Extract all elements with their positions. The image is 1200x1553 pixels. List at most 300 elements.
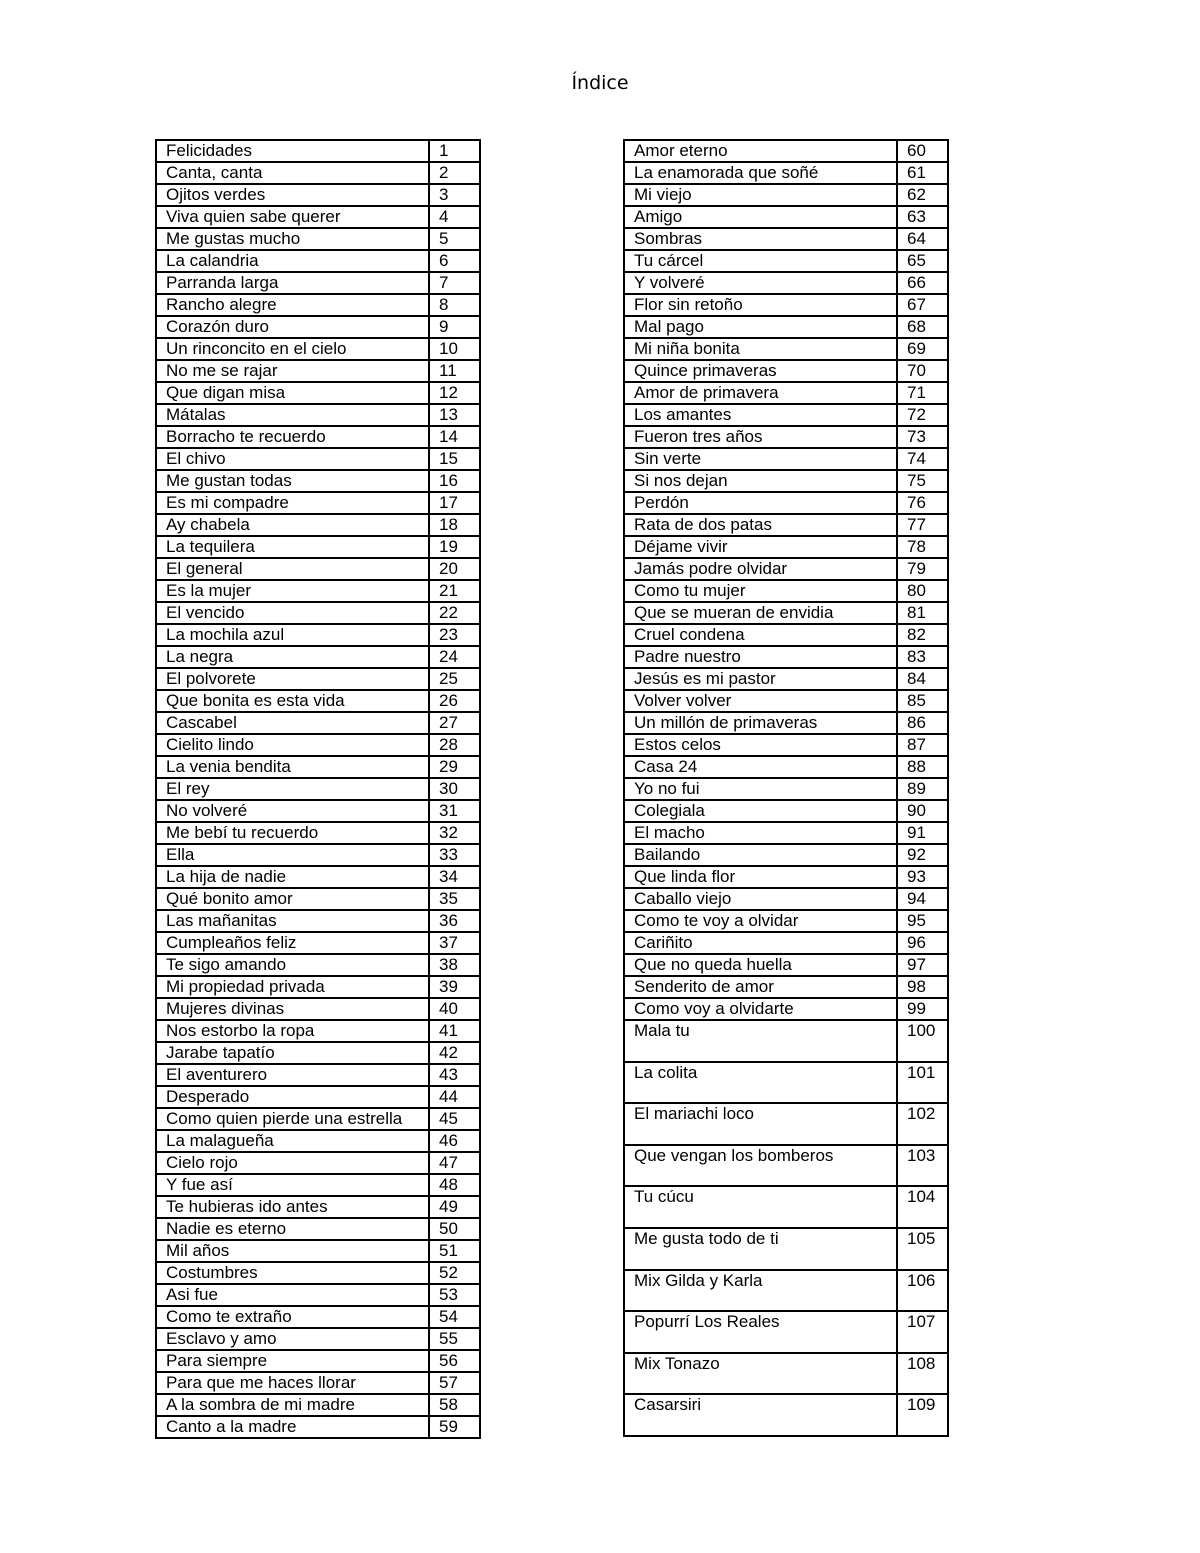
table-row — [156, 1020, 480, 1042]
table-row — [156, 250, 480, 272]
song-title: Asi fue — [156, 1284, 429, 1306]
page-number: 36 — [429, 910, 480, 932]
page-number: 35 — [429, 888, 480, 910]
song-title: Mix Tonazo — [624, 1353, 897, 1395]
song-title: Me gustas mucho — [156, 228, 429, 250]
table-row — [624, 998, 948, 1020]
song-title: Que bonita es esta vida — [156, 690, 429, 712]
table-row — [156, 1350, 480, 1372]
page-number: 34 — [429, 866, 480, 888]
index-table-left — [155, 139, 481, 1439]
song-title: Caballo viejo — [624, 888, 897, 910]
song-title: Esclavo y amo — [156, 1328, 429, 1350]
table-row — [156, 844, 480, 866]
page-number: 18 — [429, 514, 480, 536]
table-row — [624, 206, 948, 228]
page-title: Índice — [571, 72, 629, 94]
table-row — [624, 1062, 948, 1104]
page-number: 75 — [897, 470, 948, 492]
page-number: 103 — [897, 1145, 948, 1187]
table-row — [156, 426, 480, 448]
song-title: Mátalas — [156, 404, 429, 426]
page-number: 101 — [897, 1062, 948, 1104]
song-title: Como quien pierde una estrella — [156, 1108, 429, 1130]
song-title: Un rinconcito en el cielo — [156, 338, 429, 360]
table-row — [624, 1103, 948, 1145]
table-row — [624, 734, 948, 756]
page-number: 21 — [429, 580, 480, 602]
song-title: Nos estorbo la ropa — [156, 1020, 429, 1042]
table-row — [156, 514, 480, 536]
song-title: Costumbres — [156, 1262, 429, 1284]
page-number: 81 — [897, 602, 948, 624]
table-row — [156, 932, 480, 954]
table-row — [624, 1394, 948, 1436]
page-number: 17 — [429, 492, 480, 514]
page-number: 27 — [429, 712, 480, 734]
page-number: 109 — [897, 1394, 948, 1436]
page-number: 31 — [429, 800, 480, 822]
song-title: Rancho alegre — [156, 294, 429, 316]
table-row — [624, 1186, 948, 1228]
page-number: 99 — [897, 998, 948, 1020]
song-title: Ay chabela — [156, 514, 429, 536]
song-title: Cascabel — [156, 712, 429, 734]
index-table-right — [623, 139, 949, 1437]
song-title: Jarabe tapatío — [156, 1042, 429, 1064]
song-title: Padre nuestro — [624, 646, 897, 668]
table-row — [624, 866, 948, 888]
page-number: 77 — [897, 514, 948, 536]
table-row — [624, 338, 948, 360]
song-title: Que no queda huella — [624, 954, 897, 976]
page-number: 74 — [897, 448, 948, 470]
page-number: 76 — [897, 492, 948, 514]
song-title: Colegiala — [624, 800, 897, 822]
table-row — [624, 1145, 948, 1187]
song-title: Cariñito — [624, 932, 897, 954]
table-row — [624, 250, 948, 272]
song-title: Parranda larga — [156, 272, 429, 294]
page-number: 80 — [897, 580, 948, 602]
song-title: La negra — [156, 646, 429, 668]
page-number: 106 — [897, 1270, 948, 1312]
page-number: 56 — [429, 1350, 480, 1372]
page-number: 13 — [429, 404, 480, 426]
table-row — [624, 668, 948, 690]
page-number: 98 — [897, 976, 948, 998]
song-title: Mil años — [156, 1240, 429, 1262]
song-title: No me se rajar — [156, 360, 429, 382]
page-number: 69 — [897, 338, 948, 360]
table-row — [156, 1306, 480, 1328]
page-number: 49 — [429, 1196, 480, 1218]
page-number: 108 — [897, 1353, 948, 1395]
table-row — [156, 1394, 480, 1416]
page-number: 50 — [429, 1218, 480, 1240]
page-number: 48 — [429, 1174, 480, 1196]
table-row — [156, 646, 480, 668]
song-title: Me bebí tu recuerdo — [156, 822, 429, 844]
table-row — [156, 888, 480, 910]
table-row — [624, 822, 948, 844]
song-title: Que digan misa — [156, 382, 429, 404]
table-row — [156, 294, 480, 316]
table-row — [156, 998, 480, 1020]
page-number: 107 — [897, 1311, 948, 1353]
page-number: 26 — [429, 690, 480, 712]
page-number: 58 — [429, 1394, 480, 1416]
table-row — [624, 910, 948, 932]
table-row — [624, 140, 948, 162]
song-title: Qué bonito amor — [156, 888, 429, 910]
table-row — [156, 690, 480, 712]
page-number: 54 — [429, 1306, 480, 1328]
table-row — [624, 272, 948, 294]
table-row — [156, 1064, 480, 1086]
table-row — [624, 1311, 948, 1353]
table-row — [156, 404, 480, 426]
table-row — [156, 800, 480, 822]
table-row — [156, 360, 480, 382]
song-title: El mariachi loco — [624, 1103, 897, 1145]
song-title: Y fue así — [156, 1174, 429, 1196]
song-title: Rata de dos patas — [624, 514, 897, 536]
page-number: 96 — [897, 932, 948, 954]
table-row — [624, 1020, 948, 1062]
page-number: 46 — [429, 1130, 480, 1152]
table-row — [156, 1174, 480, 1196]
song-title: Un millón de primaveras — [624, 712, 897, 734]
page-number: 11 — [429, 360, 480, 382]
song-title: Es la mujer — [156, 580, 429, 602]
page-number: 45 — [429, 1108, 480, 1130]
page-number: 42 — [429, 1042, 480, 1064]
table-row — [156, 470, 480, 492]
table-row — [624, 162, 948, 184]
page-number: 1 — [429, 140, 480, 162]
song-title: Cielito lindo — [156, 734, 429, 756]
table-row — [624, 1228, 948, 1270]
table-row — [156, 1042, 480, 1064]
page-number: 4 — [429, 206, 480, 228]
table-row — [624, 558, 948, 580]
table-row — [624, 800, 948, 822]
song-title: Ojitos verdes — [156, 184, 429, 206]
page-number: 2 — [429, 162, 480, 184]
song-title: Bailando — [624, 844, 897, 866]
page-number: 65 — [897, 250, 948, 272]
page-number: 61 — [897, 162, 948, 184]
table-row — [156, 558, 480, 580]
table-row — [156, 206, 480, 228]
page-number: 94 — [897, 888, 948, 910]
song-title: Ella — [156, 844, 429, 866]
table-row — [624, 580, 948, 602]
table-row — [624, 492, 948, 514]
table-row — [624, 470, 948, 492]
song-title: Cruel condena — [624, 624, 897, 646]
song-title: No volveré — [156, 800, 429, 822]
song-title: Mal pago — [624, 316, 897, 338]
song-title: La tequilera — [156, 536, 429, 558]
page-number: 79 — [897, 558, 948, 580]
table-row — [156, 1108, 480, 1130]
page-number: 41 — [429, 1020, 480, 1042]
song-title: Para que me haces llorar — [156, 1372, 429, 1394]
table-row — [624, 778, 948, 800]
table-row — [156, 272, 480, 294]
table-row — [156, 756, 480, 778]
table-row — [624, 316, 948, 338]
page-number: 90 — [897, 800, 948, 822]
table-row — [156, 1416, 480, 1438]
song-title: Popurrí Los Reales — [624, 1311, 897, 1353]
song-title: Casa 24 — [624, 756, 897, 778]
song-title: Que linda flor — [624, 866, 897, 888]
page-number: 78 — [897, 536, 948, 558]
table-row — [624, 888, 948, 910]
song-title: Volver volver — [624, 690, 897, 712]
page-number: 20 — [429, 558, 480, 580]
page-number: 52 — [429, 1262, 480, 1284]
song-title: Te sigo amando — [156, 954, 429, 976]
page-number: 14 — [429, 426, 480, 448]
song-title: El general — [156, 558, 429, 580]
page-number: 67 — [897, 294, 948, 316]
song-title: Canta, canta — [156, 162, 429, 184]
song-title: Sombras — [624, 228, 897, 250]
page-number: 19 — [429, 536, 480, 558]
song-title: El aventurero — [156, 1064, 429, 1086]
page-number: 63 — [897, 206, 948, 228]
table-row — [156, 140, 480, 162]
song-title: A la sombra de mi madre — [156, 1394, 429, 1416]
song-title: Mi niña bonita — [624, 338, 897, 360]
page-number: 10 — [429, 338, 480, 360]
table-row — [156, 712, 480, 734]
song-title: Perdón — [624, 492, 897, 514]
table-row — [156, 1262, 480, 1284]
song-title: Si nos dejan — [624, 470, 897, 492]
page-number: 100 — [897, 1020, 948, 1062]
page-number: 53 — [429, 1284, 480, 1306]
song-title: Mi viejo — [624, 184, 897, 206]
song-title: Me gustan todas — [156, 470, 429, 492]
table-row — [624, 448, 948, 470]
table-row — [624, 976, 948, 998]
table-row — [156, 734, 480, 756]
song-title: Déjame vivir — [624, 536, 897, 558]
page-number: 9 — [429, 316, 480, 338]
table-row — [156, 778, 480, 800]
page-number: 70 — [897, 360, 948, 382]
page-number: 95 — [897, 910, 948, 932]
table-row — [156, 338, 480, 360]
page-number: 28 — [429, 734, 480, 756]
table-row — [156, 448, 480, 470]
page-number: 93 — [897, 866, 948, 888]
table-row — [624, 536, 948, 558]
song-title: Tu cúcu — [624, 1186, 897, 1228]
song-title: El chivo — [156, 448, 429, 470]
table-row — [624, 756, 948, 778]
table-row — [624, 690, 948, 712]
table-row — [624, 624, 948, 646]
page-number: 84 — [897, 668, 948, 690]
song-title: Tu cárcel — [624, 250, 897, 272]
page-number: 87 — [897, 734, 948, 756]
song-title: Cielo rojo — [156, 1152, 429, 1174]
table-row — [156, 976, 480, 998]
table-row — [156, 1218, 480, 1240]
song-title: Para siempre — [156, 1350, 429, 1372]
table-row — [156, 822, 480, 844]
table-row — [156, 1152, 480, 1174]
table-row — [624, 646, 948, 668]
song-title: Es mi compadre — [156, 492, 429, 514]
song-title: Amigo — [624, 206, 897, 228]
table-row — [156, 1130, 480, 1152]
page-number: 59 — [429, 1416, 480, 1438]
song-title: Como voy a olvidarte — [624, 998, 897, 1020]
table-row — [624, 1270, 948, 1312]
song-title: Mix Gilda y Karla — [624, 1270, 897, 1312]
song-title: Mala tu — [624, 1020, 897, 1062]
song-title: Estos celos — [624, 734, 897, 756]
song-title: Quince primaveras — [624, 360, 897, 382]
page-number: 105 — [897, 1228, 948, 1270]
page-number: 6 — [429, 250, 480, 272]
song-title: La venia bendita — [156, 756, 429, 778]
table-row — [156, 954, 480, 976]
song-title: Corazón duro — [156, 316, 429, 338]
page-number: 60 — [897, 140, 948, 162]
page-number: 25 — [429, 668, 480, 690]
page-number: 104 — [897, 1186, 948, 1228]
page-number: 32 — [429, 822, 480, 844]
page-number: 3 — [429, 184, 480, 206]
page-number: 30 — [429, 778, 480, 800]
page-number: 83 — [897, 646, 948, 668]
song-title: La enamorada que soñé — [624, 162, 897, 184]
table-row — [156, 492, 480, 514]
page-number: 7 — [429, 272, 480, 294]
song-title: Casarsiri — [624, 1394, 897, 1436]
song-title: Jesús es mi pastor — [624, 668, 897, 690]
table-row — [156, 1372, 480, 1394]
song-title: Senderito de amor — [624, 976, 897, 998]
table-row — [156, 866, 480, 888]
page-number: 8 — [429, 294, 480, 316]
table-row — [624, 954, 948, 976]
song-title: La colita — [624, 1062, 897, 1104]
page-number: 38 — [429, 954, 480, 976]
page-number: 97 — [897, 954, 948, 976]
table-row — [156, 1240, 480, 1262]
song-title: El macho — [624, 822, 897, 844]
song-title: Mi propiedad privada — [156, 976, 429, 998]
song-title: El vencido — [156, 602, 429, 624]
page-number: 73 — [897, 426, 948, 448]
page-number: 37 — [429, 932, 480, 954]
table-row — [624, 844, 948, 866]
song-title: Como te extraño — [156, 1306, 429, 1328]
table-row — [156, 624, 480, 646]
song-title: Y volveré — [624, 272, 897, 294]
page-number: 88 — [897, 756, 948, 778]
table-row — [156, 184, 480, 206]
page-number: 89 — [897, 778, 948, 800]
page-number: 85 — [897, 690, 948, 712]
page-number: 33 — [429, 844, 480, 866]
song-title: Las mañanitas — [156, 910, 429, 932]
page-number: 23 — [429, 624, 480, 646]
song-title: Flor sin retoño — [624, 294, 897, 316]
song-title: Jamás podre olvidar — [624, 558, 897, 580]
page-number: 66 — [897, 272, 948, 294]
song-title: La malagueña — [156, 1130, 429, 1152]
page-number: 64 — [897, 228, 948, 250]
song-title: Nadie es eterno — [156, 1218, 429, 1240]
song-title: Amor de primavera — [624, 382, 897, 404]
table-row — [624, 712, 948, 734]
table-row — [156, 602, 480, 624]
page-number: 40 — [429, 998, 480, 1020]
page-number: 29 — [429, 756, 480, 778]
song-title: Me gusta todo de ti — [624, 1228, 897, 1270]
page-number: 15 — [429, 448, 480, 470]
table-row — [624, 404, 948, 426]
table-row — [156, 580, 480, 602]
song-title: Fueron tres años — [624, 426, 897, 448]
song-title: Como tu mujer — [624, 580, 897, 602]
song-title: Te hubieras ido antes — [156, 1196, 429, 1218]
table-row — [156, 382, 480, 404]
page-number: 72 — [897, 404, 948, 426]
song-title: Canto a la madre — [156, 1416, 429, 1438]
song-title: Como te voy a olvidar — [624, 910, 897, 932]
page-number: 55 — [429, 1328, 480, 1350]
page-number: 92 — [897, 844, 948, 866]
page-number: 24 — [429, 646, 480, 668]
song-title: Borracho te recuerdo — [156, 426, 429, 448]
page-number: 102 — [897, 1103, 948, 1145]
table-row — [156, 316, 480, 338]
song-title: El polvorete — [156, 668, 429, 690]
song-title: Desperado — [156, 1086, 429, 1108]
table-row — [624, 184, 948, 206]
song-title: Los amantes — [624, 404, 897, 426]
page-number: 51 — [429, 1240, 480, 1262]
page-number: 62 — [897, 184, 948, 206]
song-title: Cumpleaños feliz — [156, 932, 429, 954]
page-number: 44 — [429, 1086, 480, 1108]
table-row — [156, 536, 480, 558]
page-number: 86 — [897, 712, 948, 734]
table-row — [156, 668, 480, 690]
song-title: Mujeres divinas — [156, 998, 429, 1020]
song-title: Que vengan los bomberos — [624, 1145, 897, 1187]
table-row — [624, 382, 948, 404]
page-number: 47 — [429, 1152, 480, 1174]
table-row — [156, 1284, 480, 1306]
page-number: 39 — [429, 976, 480, 998]
song-title: Viva quien sabe querer — [156, 206, 429, 228]
page-number: 91 — [897, 822, 948, 844]
table-row — [156, 1328, 480, 1350]
song-title: La calandria — [156, 250, 429, 272]
